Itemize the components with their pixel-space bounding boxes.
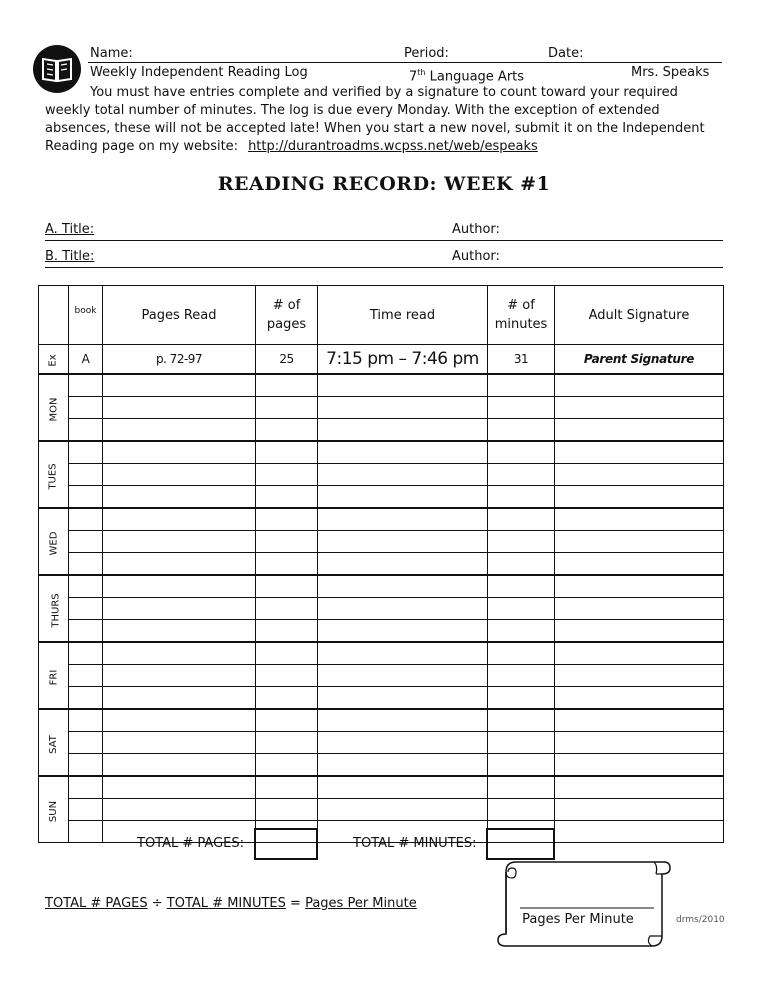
author-b-label: Author: (452, 249, 500, 264)
pages-read-cell[interactable] (103, 531, 256, 553)
num-minutes-cell[interactable] (488, 575, 555, 598)
log-row (39, 776, 724, 799)
title-a-label: A. Title: (45, 222, 95, 237)
header-signature: Adult Signature (555, 286, 724, 345)
signature-cell[interactable] (555, 709, 724, 732)
num-pages-cell[interactable] (256, 441, 318, 464)
num-pages-cell[interactable] (256, 464, 318, 486)
pages-read-cell[interactable] (103, 464, 256, 486)
example-num-minutes: 31 (488, 345, 555, 375)
book-cell[interactable] (69, 575, 103, 598)
log-row (39, 687, 724, 710)
header-num-pages: # of pages (256, 286, 318, 345)
header-day (39, 286, 69, 345)
total-pages-box[interactable] (254, 828, 318, 860)
signature-cell[interactable] (555, 575, 724, 598)
log-title: Weekly Independent Reading Log (90, 65, 308, 80)
book-cell[interactable] (69, 531, 103, 553)
time-read-cell[interactable] (318, 419, 488, 442)
day-label-mon: MON (39, 374, 69, 441)
title-b-label: B. Title: (45, 249, 95, 264)
num-minutes-cell[interactable] (488, 776, 555, 799)
num-pages-cell[interactable] (256, 665, 318, 687)
book-cell[interactable] (69, 754, 103, 777)
num-pages-cell[interactable] (256, 397, 318, 419)
time-read-cell[interactable] (318, 732, 488, 754)
num-pages-cell[interactable] (256, 620, 318, 643)
book-cell[interactable] (69, 598, 103, 620)
signature-cell[interactable] (555, 799, 724, 821)
time-read-cell[interactable] (318, 464, 488, 486)
signature-cell[interactable] (555, 598, 724, 620)
example-num-pages: 25 (256, 345, 318, 375)
date-label: Date: (548, 46, 584, 61)
example-signature: Parent Signature (555, 345, 724, 375)
pages-read-cell[interactable] (103, 598, 256, 620)
log-row (39, 665, 724, 687)
num-minutes-cell[interactable] (488, 732, 555, 754)
pages-read-cell[interactable] (103, 508, 256, 531)
num-pages-cell[interactable] (256, 799, 318, 821)
signature-cell[interactable] (555, 642, 724, 665)
example-time-read: 7:15 pm – 7:46 pm (318, 345, 488, 375)
pages-read-cell[interactable] (103, 441, 256, 464)
log-row (39, 754, 724, 777)
title-b-line[interactable] (45, 249, 723, 268)
num-pages-cell[interactable] (256, 642, 318, 665)
log-row (39, 732, 724, 754)
book-cell[interactable] (69, 687, 103, 710)
log-row (39, 486, 724, 509)
signature-cell[interactable] (555, 486, 724, 509)
num-pages-cell[interactable] (256, 754, 318, 777)
header-book: book (69, 286, 103, 345)
book-cell[interactable] (69, 821, 103, 843)
time-read-cell[interactable] (318, 665, 488, 687)
total-minutes-label: TOTAL # MINUTES: (353, 836, 477, 851)
log-row (39, 508, 724, 531)
header-pages-read: Pages Read (103, 286, 256, 345)
num-minutes-cell[interactable] (488, 374, 555, 397)
log-row (39, 441, 724, 464)
book-cell[interactable] (69, 642, 103, 665)
log-row (39, 553, 724, 576)
book-cell[interactable] (69, 620, 103, 643)
title-a-line[interactable] (45, 222, 723, 241)
reading-log-table (38, 285, 724, 843)
num-minutes-cell[interactable] (488, 419, 555, 442)
pages-read-cell[interactable] (103, 709, 256, 732)
instructions-text: You must have entries complete and verified by a signature to count toward your required weekly total number of minutes. The log is due every Monday. With the exception of extended absences, these will not be accepted late! When you start a new novel, submit it on the Independent Reading page on my website: (45, 85, 705, 154)
num-minutes-cell[interactable] (488, 754, 555, 777)
pages-read-cell[interactable] (103, 642, 256, 665)
time-read-cell[interactable] (318, 508, 488, 531)
name-label: Name: (90, 46, 133, 61)
day-label-tues: TUES (39, 441, 69, 508)
num-pages-cell[interactable] (256, 598, 318, 620)
website-link[interactable]: http://durantroadms.wcpss.net/web/espeaks (248, 139, 538, 154)
total-minutes-box[interactable] (486, 828, 555, 860)
example-pages-read: p. 72-97 (103, 345, 256, 375)
signature-cell[interactable] (555, 464, 724, 486)
num-pages-cell[interactable] (256, 508, 318, 531)
book-cell[interactable] (69, 486, 103, 509)
num-pages-cell[interactable] (256, 776, 318, 799)
ppm-label: Pages Per Minute (522, 912, 634, 927)
num-minutes-cell[interactable] (488, 642, 555, 665)
num-minutes-cell[interactable] (488, 486, 555, 509)
time-read-cell[interactable] (318, 553, 488, 576)
day-label-sun: SUN (39, 776, 69, 843)
num-minutes-cell[interactable] (488, 531, 555, 553)
header-num-minutes: # of minutes (488, 286, 555, 345)
time-read-cell[interactable] (318, 620, 488, 643)
signature-cell[interactable] (555, 397, 724, 419)
num-pages-cell[interactable] (256, 732, 318, 754)
pages-read-cell[interactable] (103, 419, 256, 442)
book-cell[interactable] (69, 799, 103, 821)
book-cell[interactable] (69, 419, 103, 442)
header-time-read: Time read (318, 286, 488, 345)
log-row (39, 642, 724, 665)
num-minutes-cell[interactable] (488, 553, 555, 576)
signature-cell[interactable] (555, 620, 724, 643)
num-minutes-cell[interactable] (488, 687, 555, 710)
pages-read-cell[interactable] (103, 732, 256, 754)
log-row (39, 598, 724, 620)
formula: TOTAL # PAGES ÷ TOTAL # MINUTES = Pages Per Minute (45, 896, 417, 911)
num-minutes-cell[interactable] (488, 620, 555, 643)
num-minutes-cell[interactable] (488, 464, 555, 486)
num-minutes-cell[interactable] (488, 665, 555, 687)
pages-read-cell[interactable] (103, 486, 256, 509)
num-pages-cell[interactable] (256, 575, 318, 598)
num-pages-cell[interactable] (256, 687, 318, 710)
author-a-label: Author: (452, 222, 500, 237)
log-row (39, 531, 724, 553)
book-cell[interactable] (69, 776, 103, 799)
book-cell[interactable] (69, 709, 103, 732)
num-minutes-cell[interactable] (488, 709, 555, 732)
instructions (45, 84, 725, 156)
time-read-cell[interactable] (318, 709, 488, 732)
num-minutes-cell[interactable] (488, 441, 555, 464)
time-read-cell[interactable] (318, 799, 488, 821)
book-cell[interactable] (69, 441, 103, 464)
time-read-cell[interactable] (318, 374, 488, 397)
book-cell[interactable] (69, 464, 103, 486)
log-row (39, 799, 724, 821)
pages-read-cell[interactable] (103, 776, 256, 799)
time-read-cell[interactable] (318, 531, 488, 553)
book-cell[interactable] (69, 732, 103, 754)
page-title: READING RECORD: WEEK #1 (217, 173, 551, 195)
total-pages-label: TOTAL # PAGES: (137, 836, 244, 851)
pages-read-cell[interactable] (103, 397, 256, 419)
signature-cell[interactable] (555, 374, 724, 397)
num-pages-cell[interactable] (256, 553, 318, 576)
day-label-thurs: THURS (39, 575, 69, 642)
example-book: A (69, 345, 103, 375)
signature-cell[interactable] (555, 821, 724, 843)
num-pages-cell[interactable] (256, 419, 318, 442)
signature-cell[interactable] (555, 687, 724, 710)
time-read-cell[interactable] (318, 687, 488, 710)
pages-read-cell[interactable] (103, 620, 256, 643)
time-read-cell[interactable] (318, 754, 488, 777)
book-cell[interactable] (69, 374, 103, 397)
teacher-name: Mrs. Speaks (631, 65, 710, 80)
signature-cell[interactable] (555, 553, 724, 576)
period-label: Period: (404, 46, 449, 61)
num-pages-cell[interactable] (256, 486, 318, 509)
class-name: 7th Language Arts (409, 68, 525, 85)
example-row (39, 345, 724, 375)
pages-read-cell[interactable] (103, 754, 256, 777)
time-read-cell[interactable] (318, 642, 488, 665)
num-minutes-cell[interactable] (488, 799, 555, 821)
time-read-cell[interactable] (318, 776, 488, 799)
log-row (39, 620, 724, 643)
day-label-fri: FRI (39, 642, 69, 709)
day-label-sat: SAT (39, 709, 69, 776)
scroll-icon (492, 858, 672, 950)
signature-cell[interactable] (555, 754, 724, 777)
log-row (39, 397, 724, 419)
book-cell[interactable] (69, 553, 103, 576)
log-row (39, 374, 724, 397)
day-label-wed: WED (39, 508, 69, 575)
example-label: Ex (39, 345, 69, 375)
header-rule (88, 62, 722, 63)
num-pages-cell[interactable] (256, 531, 318, 553)
time-read-cell[interactable] (318, 441, 488, 464)
signature-cell[interactable] (555, 531, 724, 553)
pages-read-cell[interactable] (103, 575, 256, 598)
signature-cell[interactable] (555, 441, 724, 464)
log-row (39, 709, 724, 732)
num-minutes-cell[interactable] (488, 397, 555, 419)
pages-read-cell[interactable] (103, 799, 256, 821)
time-read-cell[interactable] (318, 575, 488, 598)
num-pages-cell[interactable] (256, 374, 318, 397)
num-minutes-cell[interactable] (488, 598, 555, 620)
time-read-cell[interactable] (318, 397, 488, 419)
book-cell[interactable] (69, 508, 103, 531)
pages-read-cell[interactable] (103, 687, 256, 710)
signature-cell[interactable] (555, 665, 724, 687)
num-minutes-cell[interactable] (488, 508, 555, 531)
book-cell[interactable] (69, 665, 103, 687)
num-pages-cell[interactable] (256, 709, 318, 732)
pages-read-cell[interactable] (103, 374, 256, 397)
signature-cell[interactable] (555, 776, 724, 799)
signature-cell[interactable] (555, 508, 724, 531)
time-read-cell[interactable] (318, 486, 488, 509)
pages-read-cell[interactable] (103, 665, 256, 687)
log-row (39, 419, 724, 442)
signature-cell[interactable] (555, 732, 724, 754)
credit: drms/2010 (676, 915, 725, 925)
log-row (39, 464, 724, 486)
pages-read-cell[interactable] (103, 553, 256, 576)
table-header-row (39, 286, 724, 345)
signature-cell[interactable] (555, 419, 724, 442)
book-cell[interactable] (69, 397, 103, 419)
log-row (39, 575, 724, 598)
time-read-cell[interactable] (318, 598, 488, 620)
